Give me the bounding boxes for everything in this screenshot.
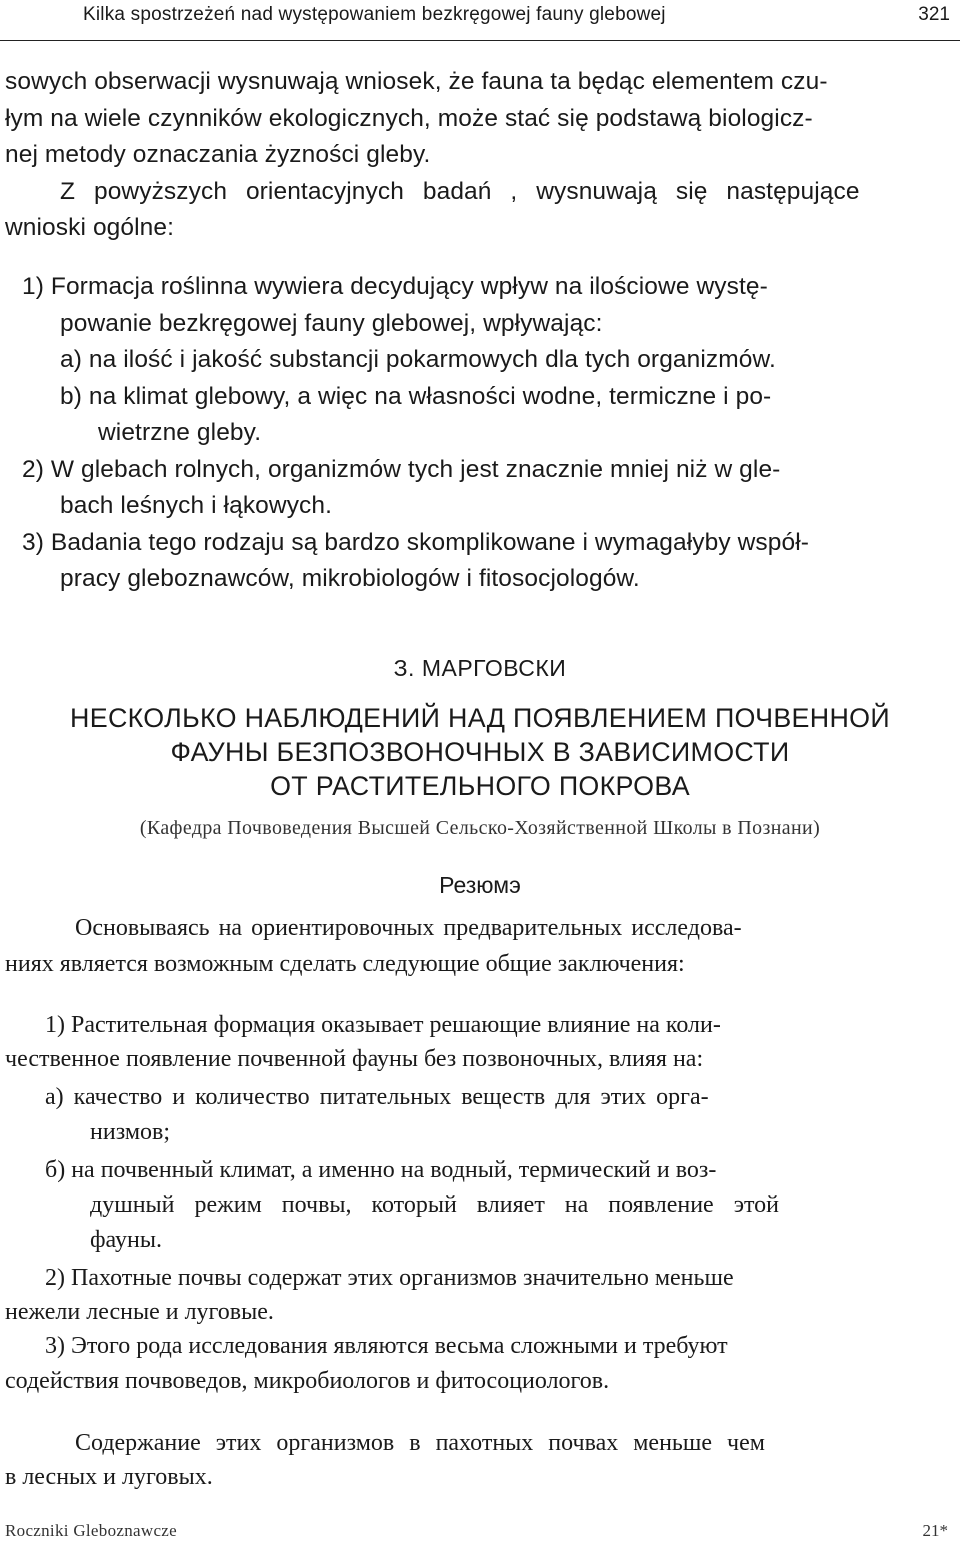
text-line: łym na wiele czynników ekologicznych, może stać się podstawą biologicz- <box>5 105 813 132</box>
text-line: nej metody oznaczania żyzności gleby. <box>5 141 431 168</box>
list-item: б) на почвенный климат, а именно на водный, термический и воз- <box>45 1157 717 1183</box>
running-head <box>0 0 960 41</box>
running-head-title: Kilka spostrzeżeń nad występowaniem bezkręgowej fauny glebowej <box>83 4 666 25</box>
text-line: душный режим почвы, который влияет на появление этой <box>90 1192 780 1218</box>
list-item: 3) Badania tego rodzaju są bardzo skomplikowane i wymagałyby współ- <box>22 529 810 556</box>
text-line: bach leśnych i łąkowych. <box>60 492 333 519</box>
list-item: 1) Formacja roślinna wywiera decydujący wpływ na ilościowe wystę- <box>22 273 768 300</box>
text-line: в лесных и луговых. <box>5 1464 213 1490</box>
text-line: wietrzne gleby. <box>98 419 262 446</box>
text-line: чественное появление почвенной фауны без позвоночных, влияя на: <box>5 1046 704 1072</box>
article-title-line: НЕСКОЛЬКО НАБЛЮДЕНИЙ НАД ПОЯВЛЕНИЕМ ПОЧВЕННОЙ <box>70 703 890 733</box>
article-title-line: ФАУНЫ БЕЗПОЗВОНОЧНЫХ В ЗАВИСИМОСТИ <box>170 737 790 767</box>
journal-name: Roczniki Gleboznawcze <box>5 1521 177 1540</box>
text-line: Основываясь на ориентировочных предварительных исследова- <box>75 915 742 941</box>
resume-heading: Резюмэ <box>439 872 521 898</box>
author-name: З. МАРГОВСКИ <box>393 655 567 681</box>
page-footer <box>0 1517 960 1547</box>
list-item: 2) Пахотные почвы содержат этих организмов значительно меньше <box>45 1265 734 1291</box>
printer-signature: 21* <box>922 1521 948 1540</box>
text-line: Содержание этих организмов в пахотных почвах меньше чем <box>75 1430 765 1456</box>
text-line: wnioski ogólne: <box>5 214 175 241</box>
list-item: a) na ilość i jakość substancji pokarmowych dla tych organizmów. <box>60 346 776 373</box>
text-line: ниях является возможным сделать следующие общие заключения: <box>5 951 685 977</box>
list-item: а) качество и количество питательных веществ для этих орга- <box>45 1084 709 1110</box>
text-line: фауны. <box>90 1227 162 1253</box>
affiliation: (Кафедра Почвоведения Высшей Сельско-Хозяйственной Школы в Познани) <box>139 817 821 839</box>
text-line: нежели лесные и луговые. <box>5 1299 274 1325</box>
list-item: 1) Растительная формация оказывает решающие влияние на коли- <box>45 1012 721 1038</box>
text-line: содействия почвоведов, микробиологов и фитосоциологов. <box>5 1368 610 1394</box>
list-item: 2) W glebach rolnych, organizmów tych jest znacznie mniej niż w gle- <box>22 456 781 483</box>
article-title-line: ОТ РАСТИТЕЛЬНОГО ПОКРОВА <box>270 771 690 801</box>
text-line: powanie bezkręgowej fauny glebowej, wpływając: <box>60 310 603 337</box>
page-number: 321 <box>918 4 950 25</box>
text-line: низмов; <box>90 1119 171 1145</box>
text-line: sowych obserwacji wysnuwają wniosek, że fauna ta będąc elementem czu- <box>5 68 828 95</box>
text-line: pracy gleboznawców, mikrobiologów i fitosocjologów. <box>60 565 640 592</box>
list-item: b) na klimat glebowy, a więc na własności wodne, termiczne i po- <box>60 383 772 410</box>
list-item: 3) Этого рода исследования являются весьма сложными и требуют <box>45 1333 728 1359</box>
text-line: Z powyższych orientacyjnych badań , wysnuwają się następujące <box>60 178 860 205</box>
